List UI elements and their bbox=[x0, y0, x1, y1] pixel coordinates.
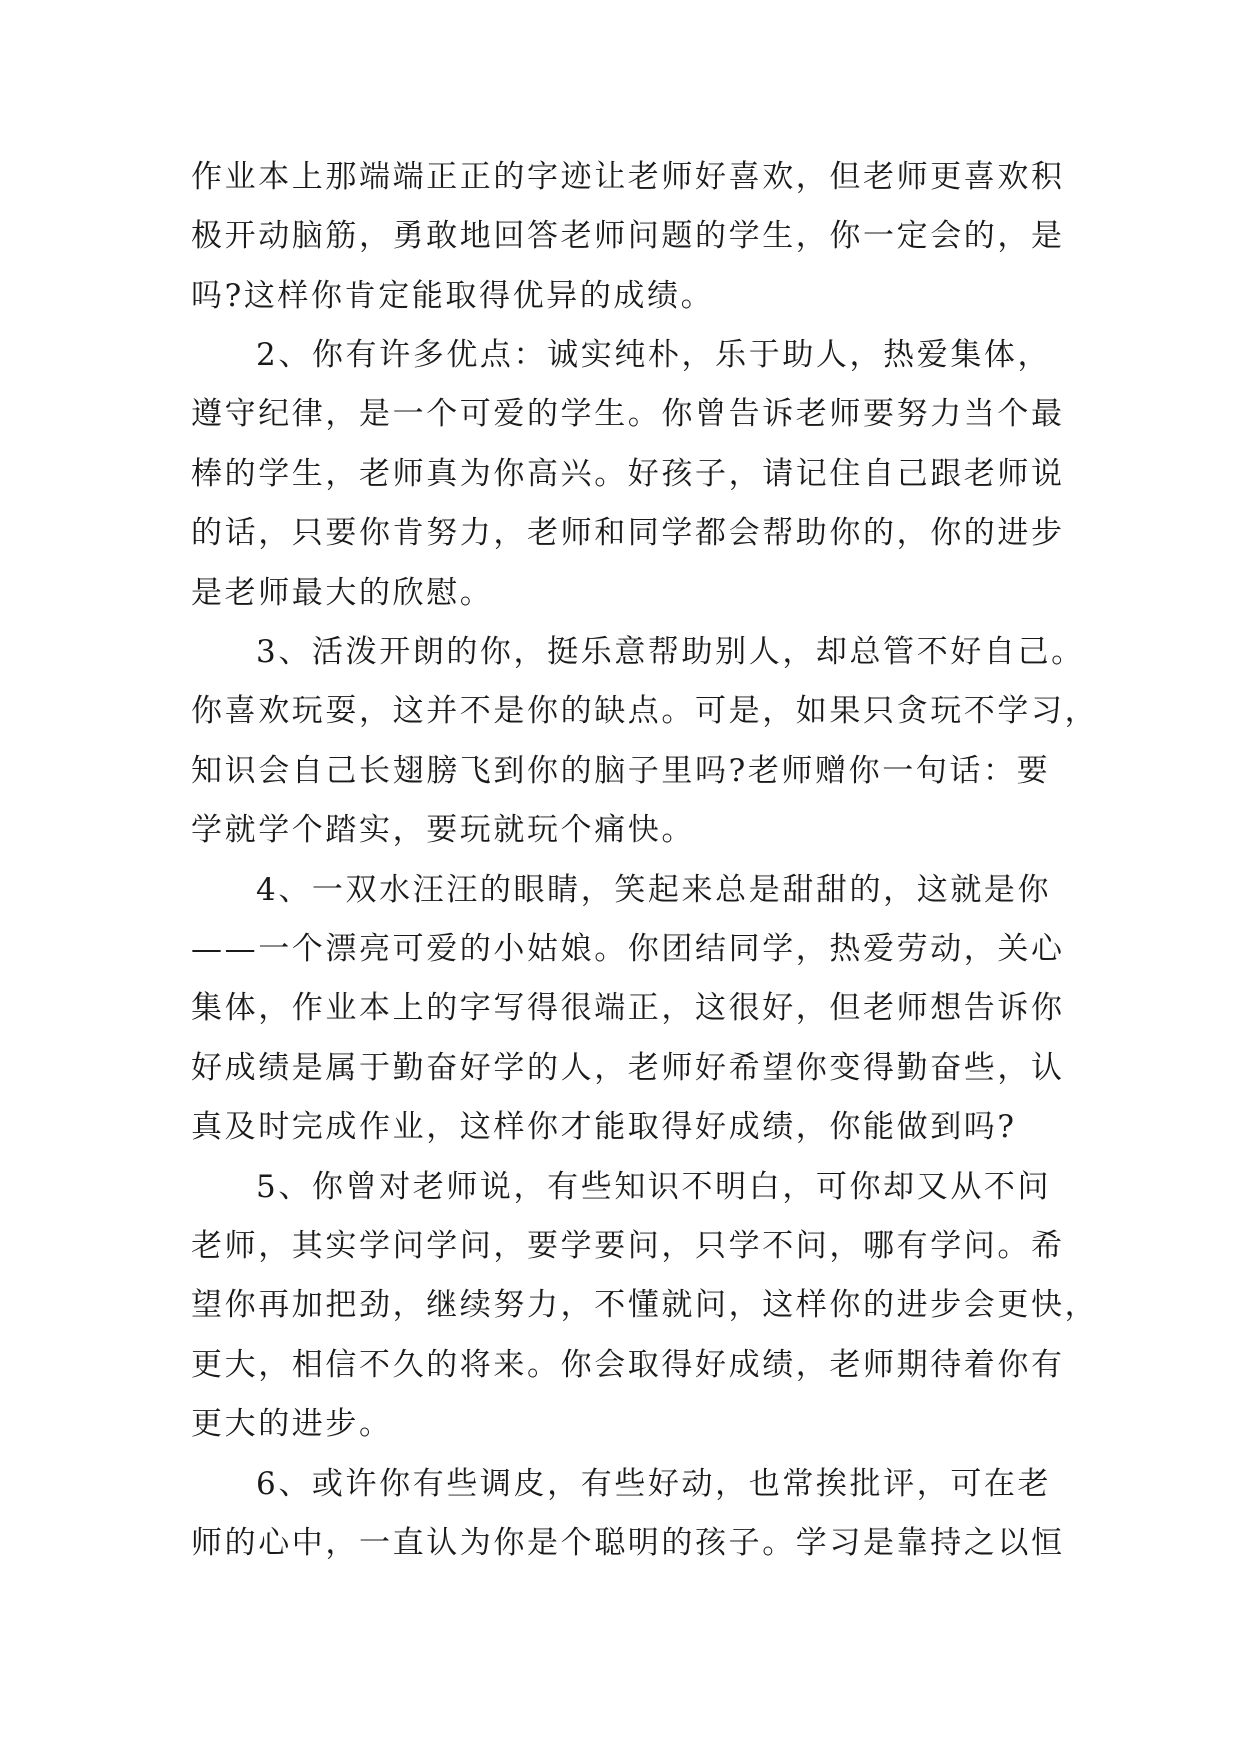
text-line: 好成绩是属于勤奋好学的人，老师好希望你变得勤奋些，认 bbox=[191, 1050, 1065, 1086]
text-line: ——一个漂亮可爱的小姑娘。你团结同学，热爱劳动，关心 bbox=[191, 931, 1065, 967]
text-line: 遵守纪律，是一个可爱的学生。你曾告诉老师要努力当个最 bbox=[191, 396, 1065, 432]
paragraph-start-line: 4、一双水汪汪的眼睛，笑起来总是甜甜的，这就是你 bbox=[256, 872, 1052, 908]
text-line: 师的心中，一直认为你是个聪明的孩子。学习是靠持之以恒 bbox=[191, 1525, 1065, 1561]
text-line: 老师，其实学问学问，要学要问，只学不问，哪有学问。希 bbox=[191, 1228, 1065, 1264]
paragraph-start-line: 3、活泼开朗的你，挺乐意帮助别人，却总管不好自己。 bbox=[256, 634, 1085, 670]
text-line: 棒的学生，老师真为你高兴。好孩子，请记住自己跟老师说 bbox=[191, 456, 1065, 492]
text-line: 极开动脑筋，勇敢地回答老师问题的学生，你一定会的，是 bbox=[191, 218, 1065, 254]
text-line: 知识会自己长翅膀飞到你的脑子里吗?老师赠你一句话：要 bbox=[191, 753, 1051, 789]
text-line: 更大，相信不久的将来。你会取得好成绩，老师期待着你有 bbox=[191, 1347, 1065, 1383]
paragraph-start-line: 6、或许你有些调皮，有些好动，也常挨批评，可在老 bbox=[256, 1466, 1052, 1502]
text-line: 真及时完成作业，这样你才能取得好成绩，你能做到吗? bbox=[191, 1109, 1017, 1145]
text-line: 是老师最大的欣慰。 bbox=[191, 575, 494, 611]
text-line: 的话，只要你肯努力，老师和同学都会帮助你的，你的进步 bbox=[191, 515, 1065, 551]
paragraph-start-line: 2、你有许多优点：诚实纯朴，乐于助人，热爱集体， bbox=[256, 337, 1052, 373]
text-line: 集体，作业本上的字写得很端正，这很好，但老师想告诉你 bbox=[191, 990, 1065, 1026]
text-line: 作业本上那端端正正的字迹让老师好喜欢，但老师更喜欢积 bbox=[191, 159, 1065, 195]
paragraph-start-line: 5、你曾对老师说，有些知识不明白，可你却又从不问 bbox=[256, 1169, 1052, 1205]
text-line: 你喜欢玩耍，这并不是你的缺点。可是，如果只贪玩不学习， bbox=[191, 693, 1099, 729]
text-line: 更大的进步。 bbox=[191, 1406, 393, 1442]
text-line: 吗?这样你肯定能取得优异的成绩。 bbox=[191, 278, 715, 314]
text-line: 学就学个踏实，要玩就玩个痛快。 bbox=[191, 812, 695, 848]
text-line: 望你再加把劲，继续努力，不懂就问，这样你的进步会更快， bbox=[191, 1287, 1099, 1323]
